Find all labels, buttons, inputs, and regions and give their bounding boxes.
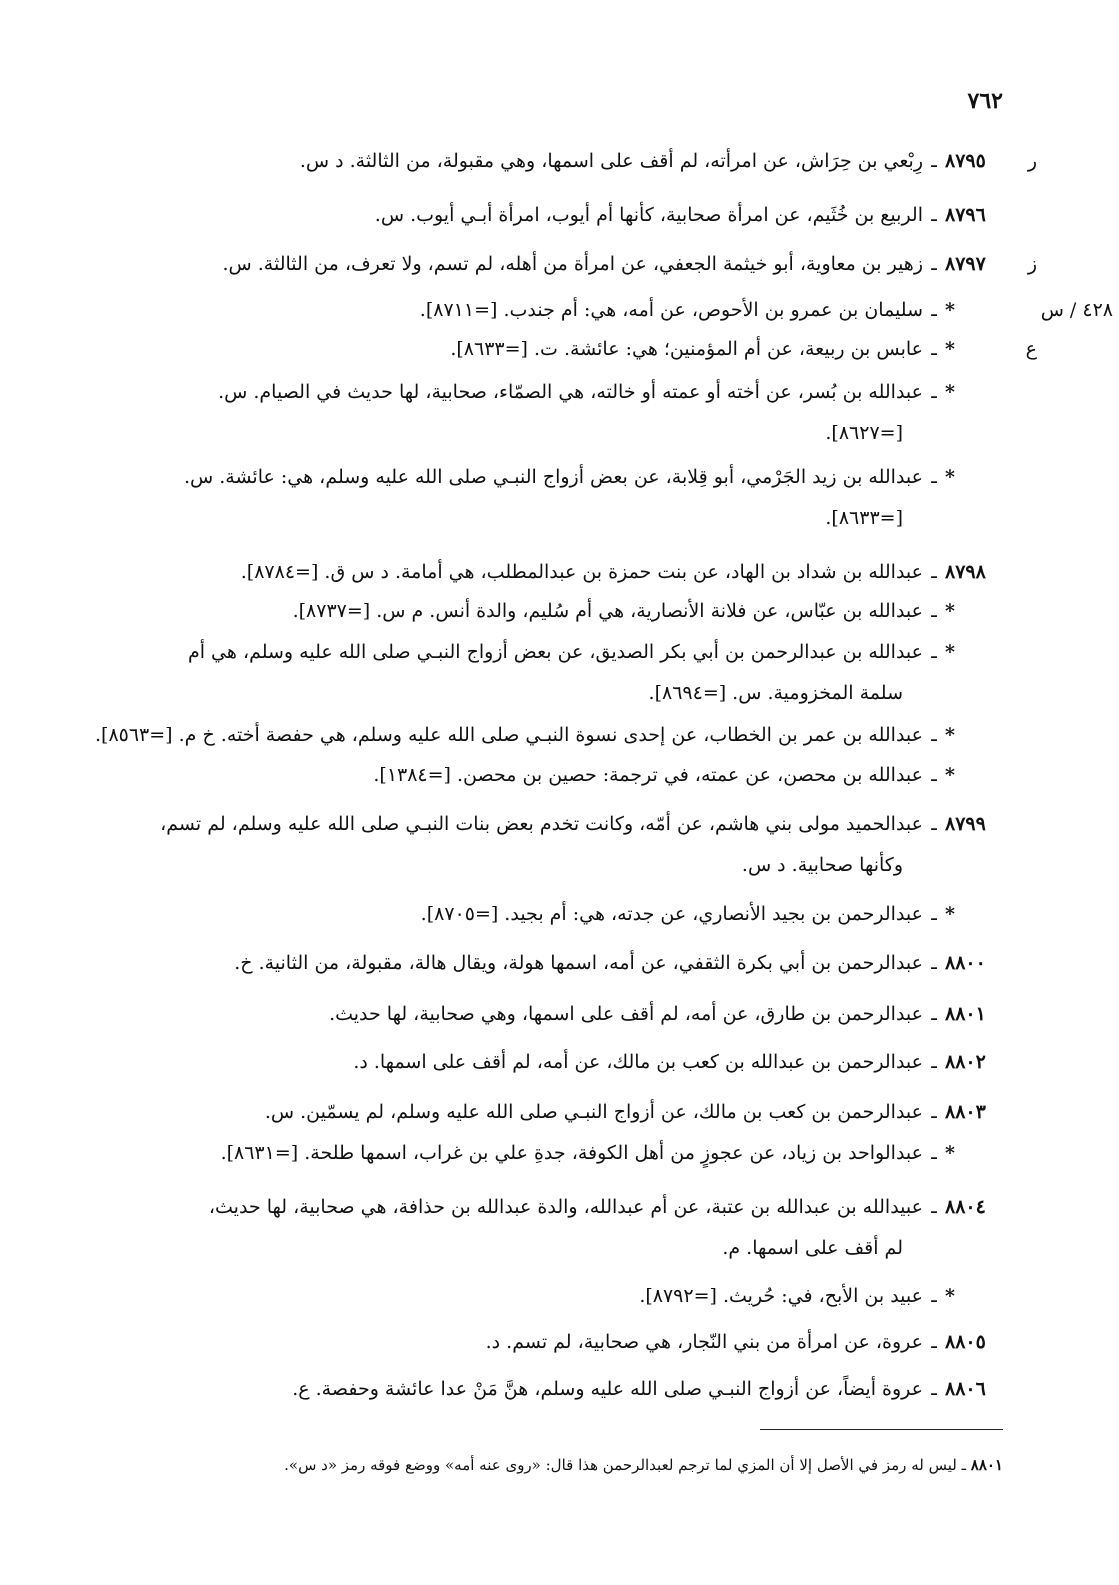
entry-dash: ـ <box>931 1331 937 1353</box>
entry-8802 <box>353 1043 1003 1081</box>
entry-number: ٨٨٠٦ <box>945 1378 986 1400</box>
asterisk-marker: * <box>945 764 955 786</box>
footnote-number: ٨٨٠١ <box>970 1456 1003 1474</box>
asterisk-marker: * <box>945 1285 955 1307</box>
entry-cross-reference <box>188 633 1003 671</box>
entry-number: ٨٨٠٥ <box>945 1331 986 1353</box>
entry-dash: ـ <box>931 1142 937 1164</box>
entry-8800 <box>234 944 1003 982</box>
entry-continuation: [=٨٦٢٧]. <box>825 422 903 444</box>
entry-text: عبدالرحمن بن أبي بكرة الثقفي، عن أمه، اسمها هولة، ويقال هالة، مقبولة، من الثانية. خ. <box>234 952 923 974</box>
entry-text: زهير بن معاوية، أبو خيثمة الجعفي، عن امرأة من أهله، لم تسم، ولا تعرف، من الثالثة. س. <box>222 253 923 275</box>
entry-text: عبدالحميد مولى بني هاشم، عن أمّه، وكانت تخدم بعض بنات النبـي صلى الله عليه وسلم، لم تسم، <box>160 813 923 835</box>
entry-text: عروة أيضاً، عن أزواج النبـي صلى الله عليه وسلم، هنَّ مَنْ عدا عائشة وحفصة. ع. <box>292 1378 923 1400</box>
entry-8804 <box>209 1188 1003 1226</box>
entry-cross-reference <box>450 330 1003 368</box>
entry-dash: ـ <box>931 299 937 321</box>
entry-8799 <box>160 805 1003 843</box>
entry-cross-reference <box>373 756 1003 794</box>
entry-8805 <box>486 1323 1003 1361</box>
entry-text: سليمان بن عمرو بن الأحوص، عن أمه، هي: أم جندب. [=٨٧١١]. <box>419 299 923 321</box>
entry-dash: ـ <box>931 381 937 403</box>
entry-text: عبدالله بن عمر بن الخطاب، عن إحدى نسوة النبـي صلى الله عليه وسلم، هي حفصة أخته. خ م. [=٨٥٦٣]. <box>94 724 923 746</box>
entry-number: ٨٧٩٧ <box>945 253 986 275</box>
footnote-dash: ـ <box>961 1456 966 1474</box>
entry-dash: ـ <box>931 903 937 925</box>
asterisk-marker: * <box>945 381 955 403</box>
entry-text: عبيد بن الأبح، في: حُريث. [=٨٧٩٢]. <box>639 1285 923 1307</box>
entry-number: ٨٧٩٦ <box>945 204 986 226</box>
margin-note: ٤٢٨ / س <box>1040 299 1113 321</box>
entry-text: عبدالله بن عبدالرحمن بن أبي بكر الصديق، عن بعض أزواج النبـي صلى الله عليه وسلم، هي أم <box>187 641 923 663</box>
entry-text: عبدالله بن زيد الجَرْمي، أبو قِلابة، عن بعض أزواج النبـي صلى الله عليه وسلم، هي: عائشة. س. <box>183 466 923 488</box>
footnote <box>284 1450 1003 1480</box>
entry-number: ٨٨٠٢ <box>945 1051 986 1073</box>
asterisk-marker: * <box>945 1142 955 1164</box>
entry-text: عروة، عن امرأة من بني النّجار، هي صحابية، لم تسم. د. <box>485 1331 923 1353</box>
entry-dash: ـ <box>931 1051 937 1073</box>
entry-dash: ـ <box>931 764 937 786</box>
entry-dash: ـ <box>931 952 937 974</box>
entry-dash: ـ <box>931 1101 937 1123</box>
entry-dash: ـ <box>931 561 937 583</box>
asterisk-marker: * <box>945 903 955 925</box>
asterisk-marker: * <box>945 338 955 360</box>
entry-8798 <box>241 553 1003 591</box>
entry-text: عبدالرحمن بن عبدالله بن كعب بن مالك، عن أمه، لم أقف على اسمها. د. <box>353 1051 923 1073</box>
entry-cross-reference <box>95 716 1003 754</box>
entry-8796 <box>375 196 1003 234</box>
entry-text: عبدالرحمن بن كعب بن مالك، عن أزواج النبـي صلى الله عليه وسلم، لم يسمّين. س. <box>264 1101 923 1123</box>
entry-text: عبدالواحد بن زياد، عن عجوزٍ من أهل الكوفة، جدةِ علي بن غراب، اسمها طلحة. [=٨٦٣١]. <box>220 1142 923 1164</box>
entry-dash: ـ <box>931 1196 937 1218</box>
asterisk-marker: * <box>945 724 955 746</box>
entry-number: ٨٨٠٣ <box>945 1101 986 1123</box>
entry-number: ٨٧٩٨ <box>945 561 986 583</box>
entry-dash: ـ <box>931 466 937 488</box>
entry-continuation: سلمة المخزومية. س. [=٨٦٩٤]. <box>648 682 903 704</box>
margin-note: ز <box>1027 253 1037 275</box>
entry-8801 <box>329 995 1003 1033</box>
entry-cross-reference <box>184 458 1003 496</box>
entry-text: رِبْعي بن حِرَاش، عن امرأته، لم أقف على اسمها، وهي مقبولة، من الثالثة. د س. <box>299 150 923 172</box>
page-number: ٧٦٢ <box>967 88 1003 114</box>
entry-text: عبدالله بن بُسر، عن أخته أو عمته أو خالته، هي الصمّاء، صحابية، لها حديث في الصيام. س. <box>218 381 923 403</box>
entry-text: عبدالله بن شداد بن الهاد، عن بنت حمزة بن عبدالمطلب، هي أمامة. د س ق. [=٨٧٨٤]. <box>240 561 923 583</box>
entry-number: ٨٨٠١ <box>945 1003 986 1025</box>
entry-number: ٨٧٩٩ <box>945 813 986 835</box>
entry-dash: ـ <box>931 641 937 663</box>
entry-8806 <box>292 1370 1003 1408</box>
entry-cross-reference <box>293 592 1003 630</box>
entry-cross-reference <box>221 1134 1003 1172</box>
margin-note: ع <box>1025 338 1037 360</box>
entry-dash: ـ <box>931 1003 937 1025</box>
asterisk-marker: * <box>945 299 955 321</box>
entry-dash: ـ <box>931 338 937 360</box>
entry-continuation: لم أقف على اسمها. م. <box>722 1237 903 1259</box>
footnote-text: ليس له رمز في الأصل إلا أن المزي لما ترجم لعبدالرحمن هذا قال: «روى عنه أمه» ووضع فوقه رمز «د س». <box>284 1456 957 1474</box>
entry-text: عبدالرحمن بن بجيد الأنصاري، عن جدته، هي: أم بجيد. [=٨٧٠٥]. <box>420 903 923 925</box>
asterisk-marker: * <box>945 466 955 488</box>
entry-cross-reference <box>639 1277 1003 1315</box>
entry-number: ٨٧٩٥ <box>945 150 986 172</box>
asterisk-marker: * <box>945 641 955 663</box>
entry-cross-reference <box>420 291 1003 329</box>
entry-8803 <box>265 1093 1003 1131</box>
entry-text: عبدالله بن عبّاس، عن فلانة الأنصارية، هي أم سُليم، والدة أنس. م س. [=٨٧٣٧]. <box>292 600 923 622</box>
entry-text: عبدالرحمن بن طارق، عن أمه، لم أقف على اسمها، وهي صحابية، لها حديث. <box>329 1003 923 1025</box>
entry-cross-reference <box>218 373 1003 411</box>
entry-continuation: وكأنها صحابية. د س. <box>741 854 903 876</box>
entry-8795 <box>300 142 1003 180</box>
margin-note: ر <box>1027 150 1037 172</box>
entry-text: عبدالله بن محصن، عن عمته، في ترجمة: حصين بن محصن. [=١٣٨٤]. <box>373 764 923 786</box>
entry-continuation: [=٨٦٣٣]. <box>825 507 903 529</box>
entry-dash: ـ <box>931 1378 937 1400</box>
entry-text: عبيدالله بن عبدالله بن عتبة، عن أم عبدالله، والدة عبدالله بن حذافة، هي صحابية، لها حديث، <box>208 1196 923 1218</box>
entry-dash: ـ <box>931 204 937 226</box>
entry-dash: ـ <box>931 600 937 622</box>
entry-cross-reference <box>421 895 1003 933</box>
entry-dash: ـ <box>931 724 937 746</box>
entry-dash: ـ <box>931 813 937 835</box>
asterisk-marker: * <box>945 600 955 622</box>
footnote-divider <box>760 1429 1003 1430</box>
entry-number: ٨٨٠٤ <box>945 1196 986 1218</box>
entry-text: الربيع بن خُثَيم، عن امرأة صحابية، كأنها أم أيوب، امرأة أبـي أيوب. س. <box>374 204 923 226</box>
entry-dash: ـ <box>931 1285 937 1307</box>
entry-8797 <box>222 245 1003 283</box>
entry-dash: ـ <box>931 253 937 275</box>
entry-dash: ـ <box>931 150 937 172</box>
entry-text: عابس بن ربيعة، عن أم المؤمنين؛ هي: عائشة. ت. [=٨٦٣٣]. <box>450 338 923 360</box>
entry-number: ٨٨٠٠ <box>945 952 986 974</box>
